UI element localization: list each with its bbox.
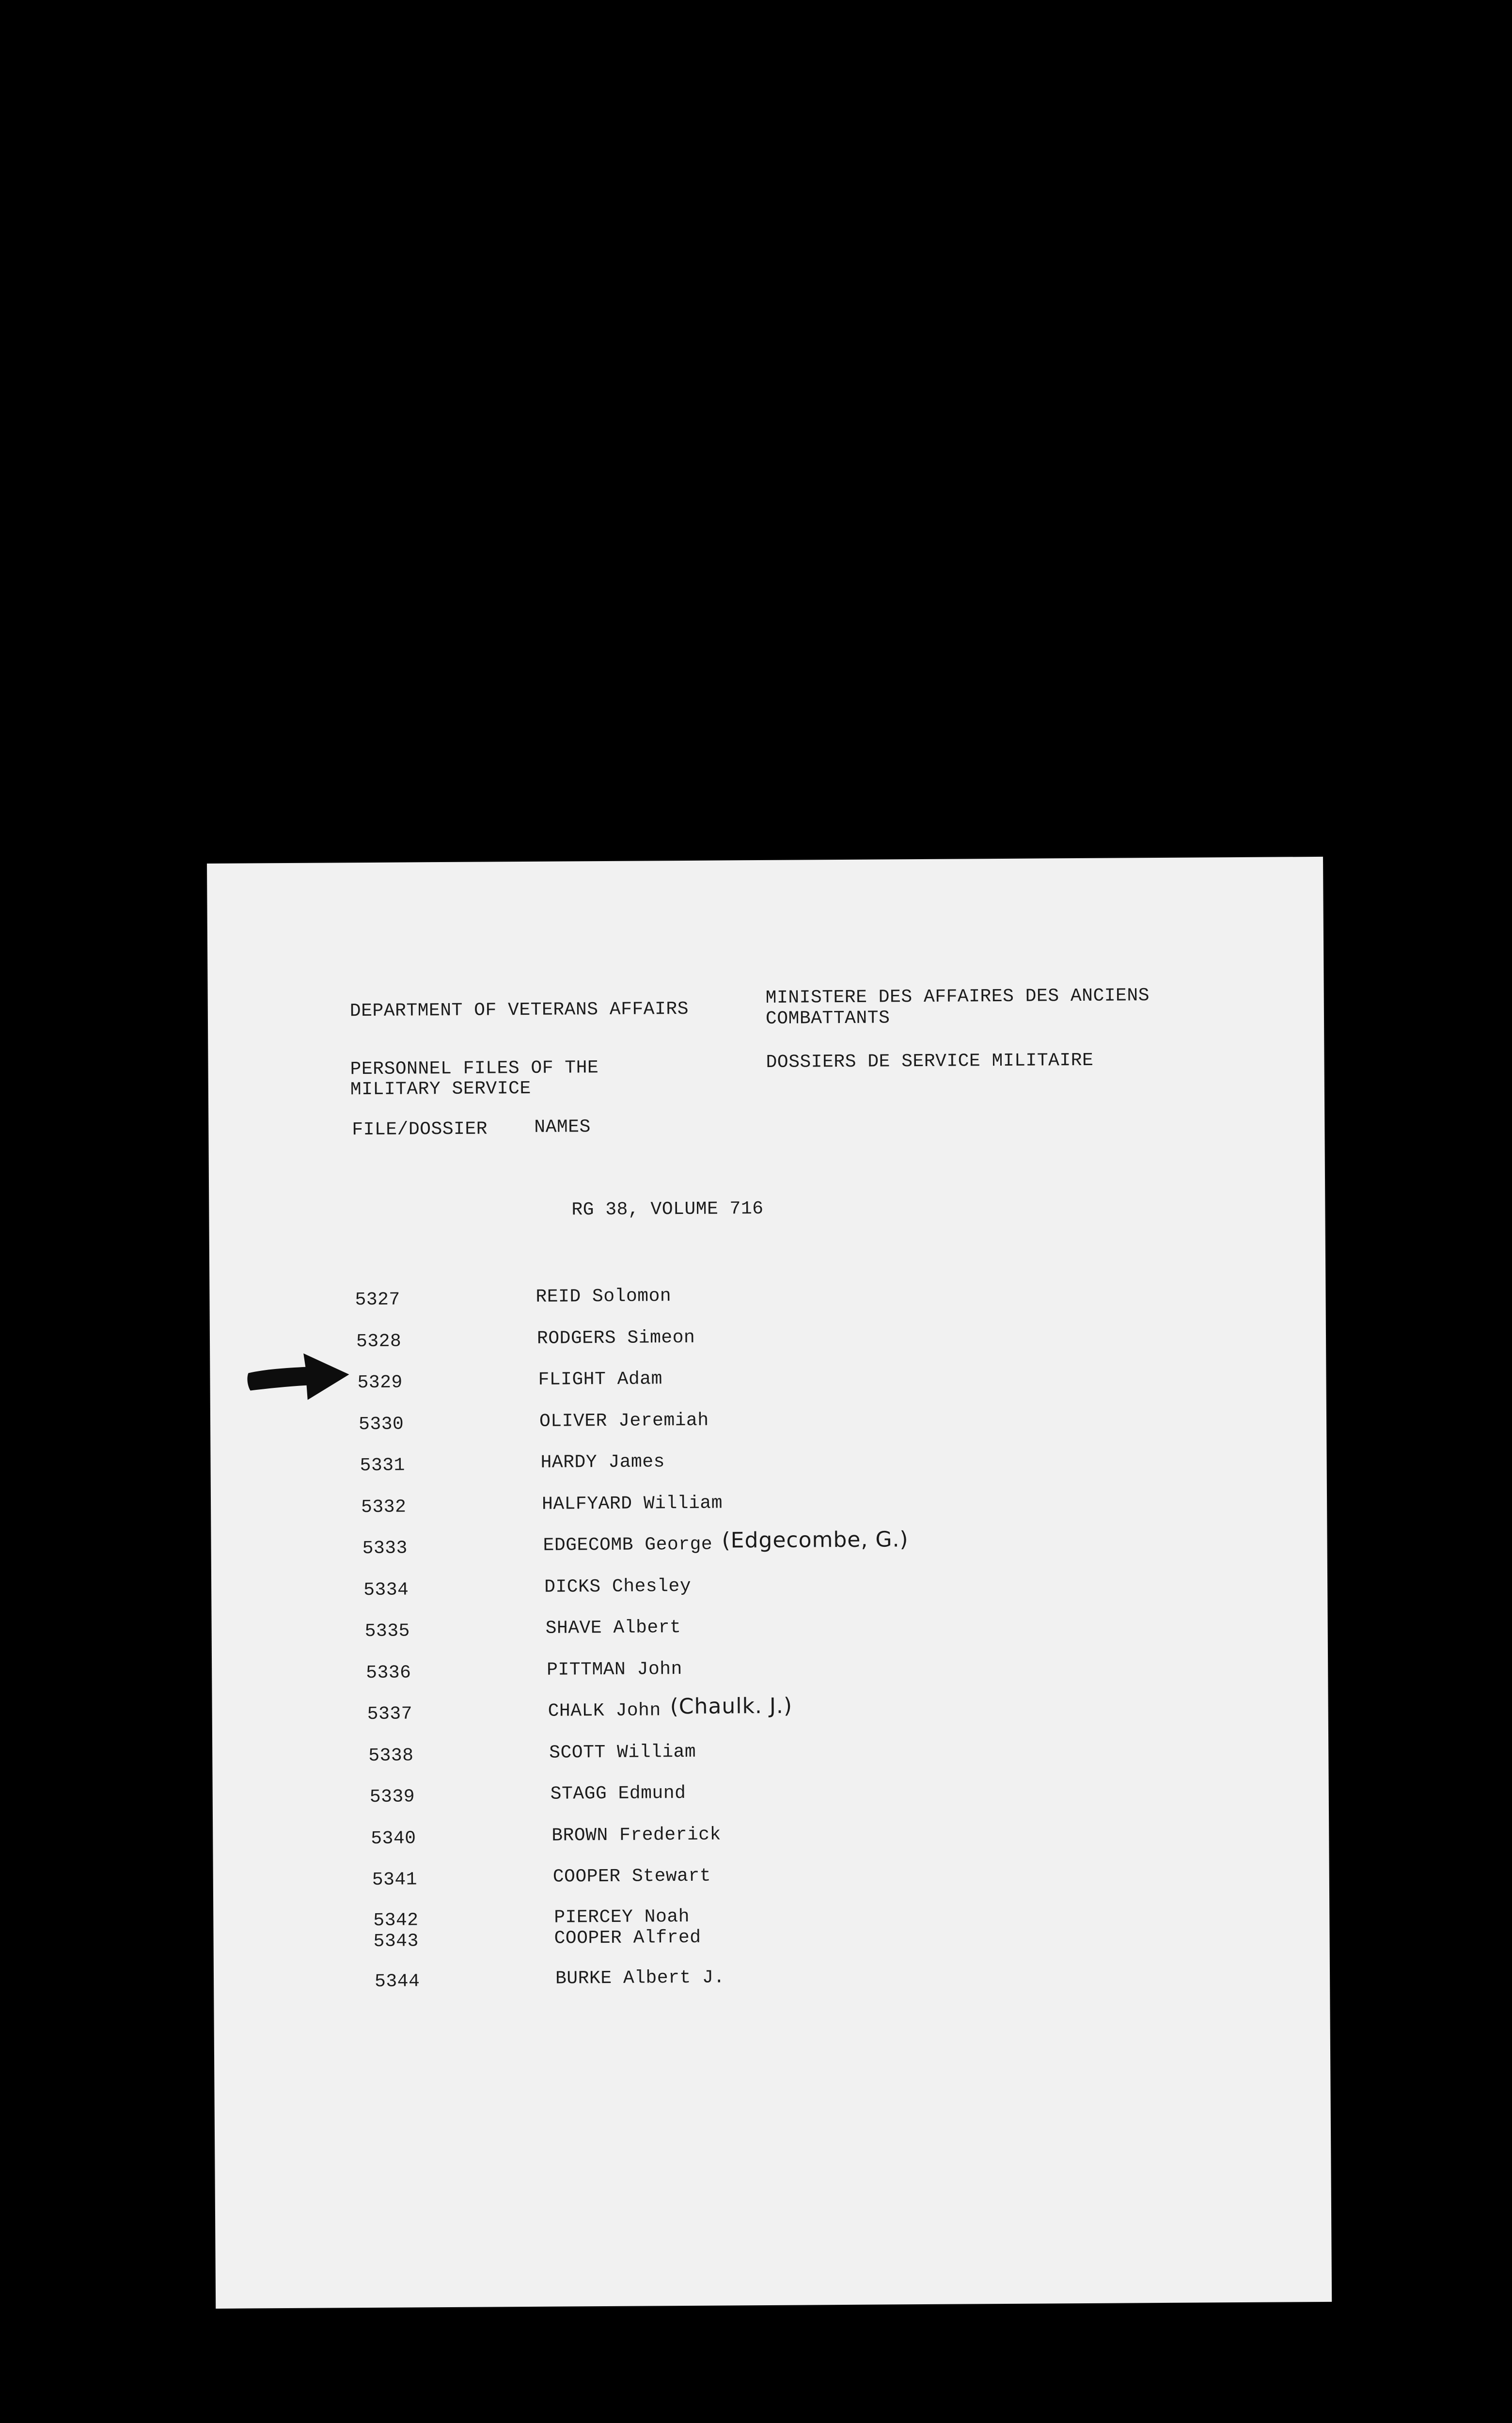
- person-name: DICKS Chesley: [544, 1575, 692, 1598]
- column-header-file: FILE/DOSSIER: [352, 1118, 488, 1141]
- file-number: 5330: [358, 1414, 404, 1435]
- person-name: COOPER Alfred: [554, 1927, 701, 1949]
- column-header-names: NAMES: [534, 1117, 591, 1138]
- files-fr: DOSSIERS DE SERVICE MILITAIRE: [766, 1050, 1094, 1073]
- document-page: [207, 857, 1332, 2309]
- person-name: OLIVER Jeremiah: [539, 1410, 709, 1432]
- person-name: FLIGHT Adam: [538, 1369, 662, 1390]
- file-number: 5339: [369, 1786, 415, 1808]
- person-name: COOPER Stewart: [552, 1865, 711, 1888]
- person-name: PIERCEY Noah: [554, 1906, 690, 1928]
- files-en-line2: MILITARY SERVICE: [350, 1078, 531, 1101]
- arrow-right-icon: [246, 1349, 351, 1403]
- person-name: BURKE Albert J.: [555, 1967, 725, 1989]
- person-name: BROWN Frederick: [551, 1824, 721, 1846]
- person-name: SHAVE Albert: [545, 1617, 681, 1639]
- file-number: 5340: [371, 1828, 416, 1849]
- person-name: CHALK John: [548, 1700, 661, 1722]
- file-number: 5332: [361, 1496, 407, 1518]
- file-number: 5328: [356, 1331, 402, 1353]
- file-number: 5331: [360, 1455, 405, 1477]
- person-name: SCOTT William: [549, 1741, 696, 1763]
- person-name: STAGG Edmund: [550, 1782, 686, 1805]
- person-name: RODGERS Simeon: [536, 1327, 695, 1349]
- files-en-line1: PERSONNEL FILES OF THE: [350, 1057, 599, 1080]
- file-number: 5333: [362, 1538, 408, 1559]
- file-number: 5336: [366, 1662, 411, 1684]
- department-en: DEPARTMENT OF VETERANS AFFAIRS: [349, 998, 689, 1022]
- file-number: 5334: [363, 1579, 409, 1601]
- file-number: 5344: [374, 1971, 420, 1992]
- person-name: PITTMAN John: [547, 1659, 682, 1681]
- handwritten-annotation: (Edgecombe, G.): [722, 1527, 909, 1553]
- handwritten-annotation: (Chaulk. J.): [670, 1693, 793, 1719]
- file-number: 5329: [357, 1372, 403, 1394]
- file-number: 5341: [372, 1869, 418, 1890]
- file-number: 5338: [368, 1745, 414, 1766]
- file-number: 5327: [355, 1289, 400, 1311]
- department-fr-line1: MINISTERE DES AFFAIRES DES ANCIENS: [765, 985, 1150, 1008]
- file-number: 5343: [373, 1931, 419, 1952]
- file-number: 5342: [373, 1910, 419, 1931]
- file-number: 5335: [364, 1621, 410, 1642]
- person-name: EDGECOMB George: [543, 1534, 713, 1556]
- department-fr-line2: COMBATTANTS: [765, 1007, 890, 1029]
- volume-title: RG 38, VOLUME 716: [571, 1198, 764, 1221]
- file-number: 5337: [367, 1703, 413, 1725]
- person-name: HALFYARD William: [541, 1493, 723, 1515]
- person-name: REID Solomon: [536, 1286, 672, 1307]
- person-name: HARDY James: [540, 1451, 665, 1473]
